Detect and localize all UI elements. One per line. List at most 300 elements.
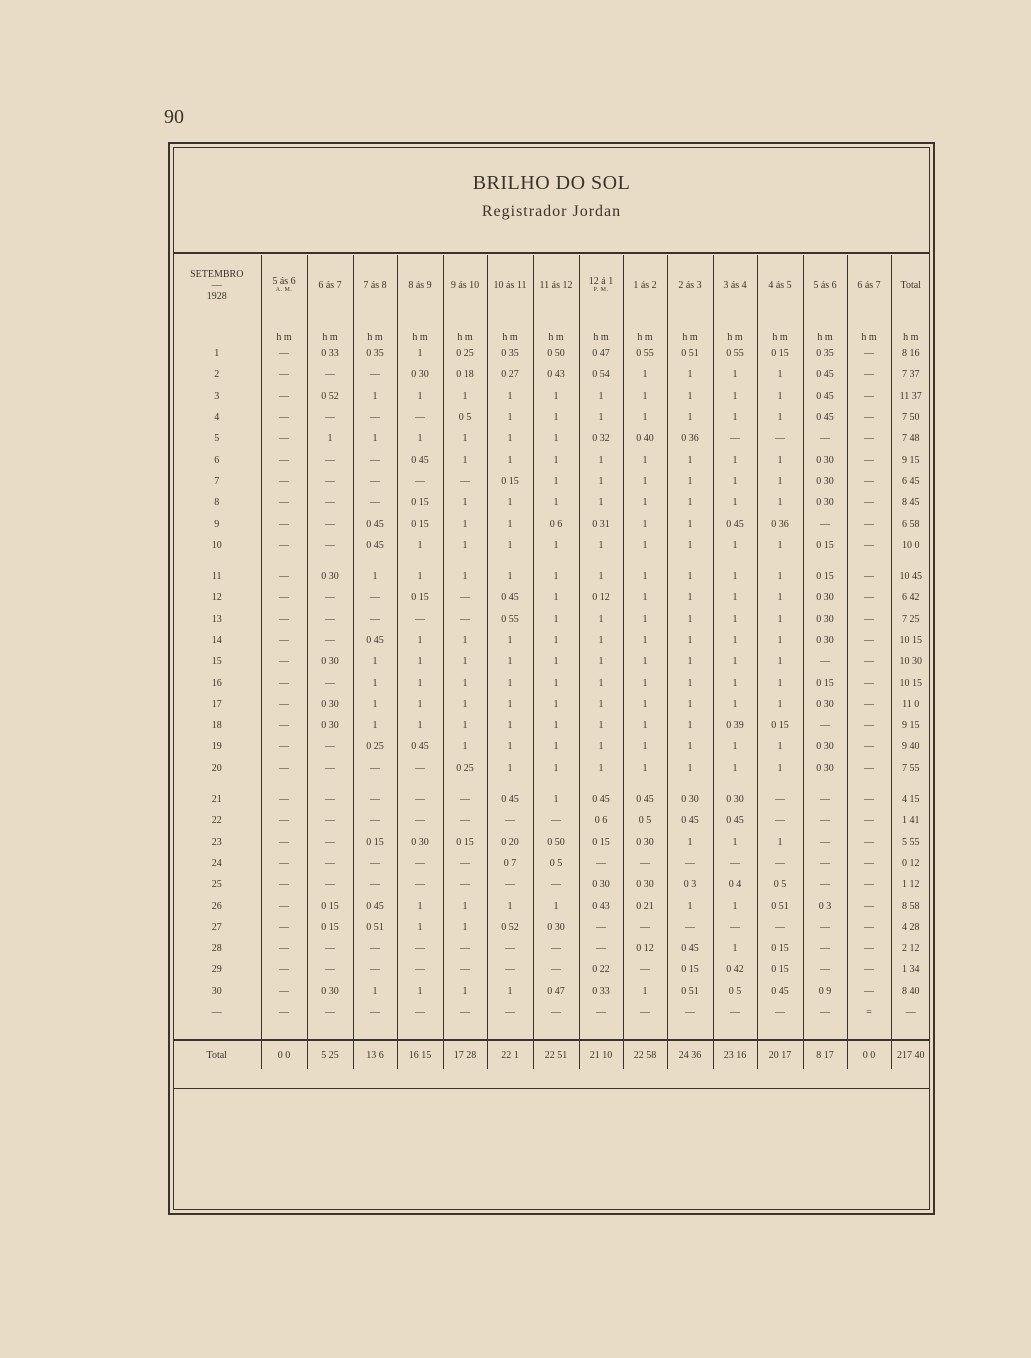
day-cell: 24 xyxy=(211,857,222,869)
day-cell: 12 xyxy=(211,592,222,604)
header-hour xyxy=(533,255,579,315)
unit-label: h m xyxy=(487,315,533,343)
hour-cell: 0 45 xyxy=(579,789,623,810)
hour-cell: — xyxy=(443,874,487,895)
hour-cell: 0 43 xyxy=(533,364,579,385)
hour-cell: — xyxy=(443,789,487,810)
day-cell: 27 xyxy=(211,921,222,933)
hour-cell: 1 xyxy=(487,651,533,672)
hour-cell: 1 xyxy=(579,736,623,757)
hour-cell: 1 xyxy=(533,428,579,449)
hour-cell: 1 xyxy=(757,694,803,715)
hour-cell: — xyxy=(847,715,891,736)
header-hour xyxy=(667,255,713,315)
hour-cell: 0 30 xyxy=(307,981,353,1002)
hour-cell: — xyxy=(353,1002,397,1023)
hour-cell: 1 xyxy=(713,364,757,385)
total-cell: 6 42 xyxy=(891,587,930,608)
hour-cell: 0 35 xyxy=(487,343,533,364)
hour-cell: 1 xyxy=(757,832,803,853)
hour-cell: 1 xyxy=(667,715,713,736)
hour-cell: — xyxy=(847,694,891,715)
hour-cell: — xyxy=(353,609,397,630)
total-cell: 4 15 xyxy=(891,789,930,810)
hour-cell: 1 xyxy=(713,895,757,916)
hour-cell: — xyxy=(757,428,803,449)
hour-cell: — xyxy=(847,364,891,385)
hour-cell: — xyxy=(847,630,891,651)
hour-cell: 1 xyxy=(579,535,623,556)
hour-cell: 1 xyxy=(757,630,803,651)
hour-cell: 1 xyxy=(579,651,623,672)
hour-cell: — xyxy=(847,736,891,757)
total-cell: 8 58 xyxy=(891,895,930,916)
hour-cell: 1 xyxy=(667,492,713,513)
table-row xyxy=(173,407,930,428)
hour-cell: — xyxy=(307,1002,353,1023)
total-cell: 10 15 xyxy=(891,630,930,651)
total-cell: 11 37 xyxy=(891,386,930,407)
header-hour xyxy=(487,255,533,315)
total-cell: 9 15 xyxy=(891,715,930,736)
header-hour-label: 1 ás 2 xyxy=(633,279,657,291)
hour-cell: 0 43 xyxy=(579,895,623,916)
hour-cell: — xyxy=(533,959,579,980)
hour-cell: 1 xyxy=(579,492,623,513)
hour-cell: 0 21 xyxy=(623,895,667,916)
hour-cell: — xyxy=(847,789,891,810)
gap-cell xyxy=(579,779,623,789)
hour-cell: — xyxy=(623,853,667,874)
hour-cell: — xyxy=(261,810,307,831)
hour-cell: — xyxy=(713,1002,757,1023)
hour-cell: — xyxy=(261,959,307,980)
hour-cell: — xyxy=(307,513,353,534)
hour-cell: 0 39 xyxy=(713,715,757,736)
hour-cell: 1 xyxy=(533,386,579,407)
header-hour-label: 11 ás 12 xyxy=(539,279,573,291)
hour-cell: — xyxy=(579,1002,623,1023)
hour-cell: 1 xyxy=(667,694,713,715)
hour-cell: 1 xyxy=(623,449,667,470)
hour-cell: 1 xyxy=(397,715,443,736)
hour-cell: 1 xyxy=(667,895,713,916)
hour-cell: 0 12 xyxy=(579,587,623,608)
hour-cell: 0 30 xyxy=(803,736,847,757)
hour-cell: 1 xyxy=(443,895,487,916)
hour-cell: 0 30 xyxy=(307,694,353,715)
hour-cell: 1 xyxy=(757,587,803,608)
hour-cell: 0 20 xyxy=(487,832,533,853)
hour-cell: 1 xyxy=(579,471,623,492)
hour-cell: — xyxy=(353,959,397,980)
hour-cell: 0 5 xyxy=(757,874,803,895)
header-hour xyxy=(443,255,487,315)
table-row xyxy=(173,513,930,534)
hour-cell: — xyxy=(261,895,307,916)
gap-cell xyxy=(443,556,487,566)
hour-cell: — xyxy=(847,853,891,874)
hour-cell: — xyxy=(307,364,353,385)
hour-cell: — xyxy=(307,535,353,556)
hour-cell: 0 30 xyxy=(579,874,623,895)
hour-cell: 0 30 xyxy=(803,758,847,779)
hour-cell: — xyxy=(353,758,397,779)
hour-cell: 1 xyxy=(487,672,533,693)
hour-cell: — xyxy=(579,917,623,938)
total-cell: 0 12 xyxy=(891,853,930,874)
hour-cell: 1 xyxy=(713,630,757,651)
hour-cell: — xyxy=(487,959,533,980)
total-cell: 10 15 xyxy=(891,672,930,693)
column-total: 8 17 xyxy=(803,1040,847,1069)
hour-cell: — xyxy=(757,1002,803,1023)
hour-cell: 0 50 xyxy=(533,343,579,364)
header-hour-sub: P. M. xyxy=(593,287,609,294)
day-cell: 2 xyxy=(214,369,220,381)
hour-cell: — xyxy=(307,449,353,470)
hour-cell: 1 xyxy=(533,672,579,693)
hour-cell: — xyxy=(307,959,353,980)
header-month-line: — xyxy=(211,279,222,291)
header-hour-label: 8 ás 9 xyxy=(408,279,432,291)
hour-cell: 1 xyxy=(443,715,487,736)
total-cell: 1 12 xyxy=(891,874,930,895)
total-gap xyxy=(173,1023,930,1040)
table-row xyxy=(173,651,930,672)
hour-cell: 1 xyxy=(579,407,623,428)
day-cell: 29 xyxy=(211,964,222,976)
day-cell: 11 xyxy=(211,571,222,583)
hour-cell: 1 xyxy=(579,566,623,587)
hour-cell: — xyxy=(487,1002,533,1023)
gap-cell xyxy=(307,556,353,566)
hour-cell: 0 35 xyxy=(803,343,847,364)
day-cell: 18 xyxy=(211,720,222,732)
total-cell: — xyxy=(891,1002,930,1023)
hour-cell: 1 xyxy=(487,492,533,513)
column-total: 22 58 xyxy=(623,1040,667,1069)
hour-cell: 1 xyxy=(533,758,579,779)
hour-cell: — xyxy=(847,343,891,364)
hour-cell: 0 15 xyxy=(397,513,443,534)
hour-cell: — xyxy=(803,715,847,736)
hour-cell: 0 55 xyxy=(623,343,667,364)
hour-cell: — xyxy=(847,981,891,1002)
unit-label: h m xyxy=(443,315,487,343)
hour-cell: 1 xyxy=(713,672,757,693)
gap-cell xyxy=(487,1023,533,1040)
hour-cell: 0 42 xyxy=(713,959,757,980)
hour-cell: 0 25 xyxy=(443,758,487,779)
column-total: 23 16 xyxy=(713,1040,757,1069)
total-row xyxy=(173,1040,930,1069)
hour-cell: 1 xyxy=(443,428,487,449)
hour-cell: — xyxy=(443,853,487,874)
total-cell: 8 40 xyxy=(891,981,930,1002)
hour-cell: — xyxy=(803,1002,847,1023)
total-cell: 1 34 xyxy=(891,959,930,980)
hour-cell: 1 xyxy=(667,449,713,470)
hour-cell: 1 xyxy=(579,609,623,630)
hour-cell: 1 xyxy=(623,513,667,534)
hour-cell: 0 30 xyxy=(803,609,847,630)
hour-cell: 1 xyxy=(397,630,443,651)
hour-cell: 1 xyxy=(533,587,579,608)
hour-cell: — xyxy=(847,758,891,779)
hour-cell: — xyxy=(533,810,579,831)
hour-cell: — xyxy=(397,789,443,810)
hour-cell: — xyxy=(397,471,443,492)
gap-cell xyxy=(623,1023,667,1040)
hour-cell: 1 xyxy=(397,428,443,449)
total-cell: 7 48 xyxy=(891,428,930,449)
hour-cell: — xyxy=(847,566,891,587)
table-row xyxy=(173,810,930,831)
hour-cell: 1 xyxy=(713,471,757,492)
hour-cell: 1 xyxy=(443,449,487,470)
hour-cell: — xyxy=(397,758,443,779)
gap-cell xyxy=(261,1023,307,1040)
hour-cell: 0 40 xyxy=(623,428,667,449)
hour-cell: — xyxy=(847,832,891,853)
hour-cell: 1 xyxy=(667,471,713,492)
hour-cell: 1 xyxy=(443,694,487,715)
hour-cell: — xyxy=(443,587,487,608)
hour-cell: — xyxy=(261,343,307,364)
hour-cell: — xyxy=(261,874,307,895)
day-cell: 21 xyxy=(211,794,222,806)
table-row xyxy=(173,364,930,385)
hour-cell: 1 xyxy=(757,471,803,492)
table-row xyxy=(173,938,930,959)
hour-cell: 0 15 xyxy=(803,566,847,587)
hour-cell: 0 30 xyxy=(397,364,443,385)
hour-cell: 0 15 xyxy=(667,959,713,980)
header-month xyxy=(173,255,261,315)
hour-cell: 0 51 xyxy=(667,981,713,1002)
sunshine-table xyxy=(173,255,930,1069)
gap-cell xyxy=(847,779,891,789)
hour-cell: 0 3 xyxy=(803,895,847,916)
hour-cell: 1 xyxy=(443,672,487,693)
unit-label: h m xyxy=(307,315,353,343)
hour-cell: 1 xyxy=(623,587,667,608)
hour-cell: — xyxy=(307,874,353,895)
total-cell: 10 45 xyxy=(891,566,930,587)
day-cell: 14 xyxy=(211,635,222,646)
hour-cell: 1 xyxy=(533,535,579,556)
hour-cell: 0 52 xyxy=(487,917,533,938)
hour-cell: — xyxy=(307,630,353,651)
gap-cell xyxy=(353,1023,397,1040)
gap-cell xyxy=(397,556,443,566)
hour-cell: — xyxy=(487,810,533,831)
hour-cell: 1 xyxy=(757,386,803,407)
hour-cell: 1 xyxy=(533,736,579,757)
gap-cell xyxy=(891,779,930,789)
hour-cell: 0 30 xyxy=(533,917,579,938)
hour-cell: 0 15 xyxy=(443,832,487,853)
hour-cell: — xyxy=(847,386,891,407)
hour-cell: — xyxy=(261,535,307,556)
hour-cell: 0 45 xyxy=(623,789,667,810)
hour-cell: 1 xyxy=(533,651,579,672)
hour-cell: 0 45 xyxy=(353,895,397,916)
hour-cell: 1 xyxy=(487,758,533,779)
hour-cell: 1 xyxy=(623,981,667,1002)
table-row xyxy=(173,386,930,407)
hour-cell: 1 xyxy=(487,513,533,534)
hour-cell: 1 xyxy=(353,428,397,449)
unit-row xyxy=(173,315,930,343)
hour-cell: 0 45 xyxy=(713,810,757,831)
hour-cell: 1 xyxy=(623,672,667,693)
unit-label: h m xyxy=(261,315,307,343)
header-total: Total xyxy=(891,255,930,315)
hour-cell: — xyxy=(803,789,847,810)
unit-label: h m xyxy=(757,315,803,343)
hour-cell: 1 xyxy=(353,651,397,672)
hour-cell: 1 xyxy=(713,938,757,959)
hour-cell: — xyxy=(261,513,307,534)
unit-label: h m xyxy=(667,315,713,343)
header-hour-label: 5 ás 6 xyxy=(813,279,837,291)
hour-cell: — xyxy=(667,853,713,874)
hour-cell: 0 31 xyxy=(579,513,623,534)
hour-cell: 1 xyxy=(533,789,579,810)
hour-cell: 1 xyxy=(487,566,533,587)
hour-cell: 1 xyxy=(307,428,353,449)
hour-cell: 1 xyxy=(533,471,579,492)
table-row xyxy=(173,609,930,630)
total-cell: 1 41 xyxy=(891,810,930,831)
gap-cell xyxy=(757,556,803,566)
hour-cell: — xyxy=(713,428,757,449)
gap-cell xyxy=(173,556,261,566)
unit-label: h m xyxy=(353,315,397,343)
header-hour-label: 2 ás 3 xyxy=(678,279,702,291)
header-hour-label: 10 ás 11 xyxy=(493,279,527,291)
hour-cell: 1 xyxy=(443,566,487,587)
gap-cell xyxy=(891,556,930,566)
hour-cell: — xyxy=(533,1002,579,1023)
hour-cell: 1 xyxy=(757,566,803,587)
header-hour xyxy=(847,255,891,315)
hour-cell: 1 xyxy=(397,651,443,672)
hour-cell: — xyxy=(847,428,891,449)
hour-cell: 0 36 xyxy=(757,513,803,534)
hour-cell: — xyxy=(443,938,487,959)
hour-cell: 0 22 xyxy=(579,959,623,980)
hour-cell: — xyxy=(667,917,713,938)
day-cell: 13 xyxy=(211,613,222,625)
hour-cell: 1 xyxy=(487,981,533,1002)
hour-cell: — xyxy=(307,672,353,693)
hour-cell: 1 xyxy=(353,566,397,587)
hour-cell: 0 18 xyxy=(443,364,487,385)
column-total: 22 51 xyxy=(533,1040,579,1069)
hour-cell: 0 15 xyxy=(579,832,623,853)
hour-cell: — xyxy=(397,810,443,831)
gap-cell xyxy=(261,556,307,566)
hour-cell: 1 xyxy=(487,715,533,736)
hour-cell: 0 30 xyxy=(803,492,847,513)
total-cell: 11 0 xyxy=(891,694,930,715)
gap-cell xyxy=(667,1023,713,1040)
hour-cell: — xyxy=(353,874,397,895)
hour-cell: 1 xyxy=(487,449,533,470)
column-total: 0 0 xyxy=(261,1040,307,1069)
column-total: 17 28 xyxy=(443,1040,487,1069)
total-cell: 7 50 xyxy=(891,407,930,428)
hour-cell: — xyxy=(261,449,307,470)
hour-cell: — xyxy=(353,492,397,513)
hour-cell: 0 9 xyxy=(803,981,847,1002)
hour-cell: 1 xyxy=(397,566,443,587)
table-row xyxy=(173,492,930,513)
hour-cell: — xyxy=(261,694,307,715)
hour-cell: 1 xyxy=(533,566,579,587)
hour-cell: — xyxy=(623,1002,667,1023)
hour-cell: — xyxy=(261,832,307,853)
hour-cell: — xyxy=(261,938,307,959)
day-cell: 16 xyxy=(211,677,222,689)
hour-cell: — xyxy=(757,810,803,831)
hour-cell: 0 30 xyxy=(623,874,667,895)
hour-cell: 1 xyxy=(397,981,443,1002)
hour-cell: 0 30 xyxy=(803,471,847,492)
day-cell: 25 xyxy=(211,879,222,891)
hour-cell: — xyxy=(757,917,803,938)
hour-cell: 0 45 xyxy=(353,535,397,556)
hour-cell: 1 xyxy=(579,672,623,693)
hour-cell: 1 xyxy=(713,587,757,608)
hour-cell: — xyxy=(847,672,891,693)
hour-cell: 0 15 xyxy=(803,672,847,693)
hour-cell: 1 xyxy=(713,492,757,513)
table-row xyxy=(173,917,930,938)
hour-cell: — xyxy=(847,959,891,980)
table-row xyxy=(173,343,930,364)
hour-cell: 0 15 xyxy=(803,535,847,556)
hour-cell: — xyxy=(847,407,891,428)
hour-cell: 0 25 xyxy=(443,343,487,364)
hour-cell: 1 xyxy=(667,587,713,608)
hour-cell: 1 xyxy=(623,651,667,672)
gap-cell xyxy=(891,1023,930,1040)
hour-cell: — xyxy=(261,853,307,874)
table-row xyxy=(173,1002,930,1023)
header-hour xyxy=(803,255,847,315)
header-hour-label: 3 ás 4 xyxy=(723,279,747,291)
day-cell: — xyxy=(211,1007,222,1019)
hour-cell: 0 55 xyxy=(713,343,757,364)
hour-cell: 0 15 xyxy=(353,832,397,853)
total-cell: 6 58 xyxy=(891,513,930,534)
header-hour-label: 12 á 1 xyxy=(588,276,614,288)
table-title: BRILHO DO SOL xyxy=(472,172,631,194)
hour-cell: 1 xyxy=(757,535,803,556)
header-hour-label: 6 ás 7 xyxy=(857,279,881,291)
hour-cell: — xyxy=(353,789,397,810)
gap-cell xyxy=(803,1023,847,1040)
hour-cell: — xyxy=(261,1002,307,1023)
hour-cell: 1 xyxy=(397,343,443,364)
hour-cell: 0 52 xyxy=(307,386,353,407)
hour-cell: — xyxy=(307,407,353,428)
hour-cell: — xyxy=(261,917,307,938)
